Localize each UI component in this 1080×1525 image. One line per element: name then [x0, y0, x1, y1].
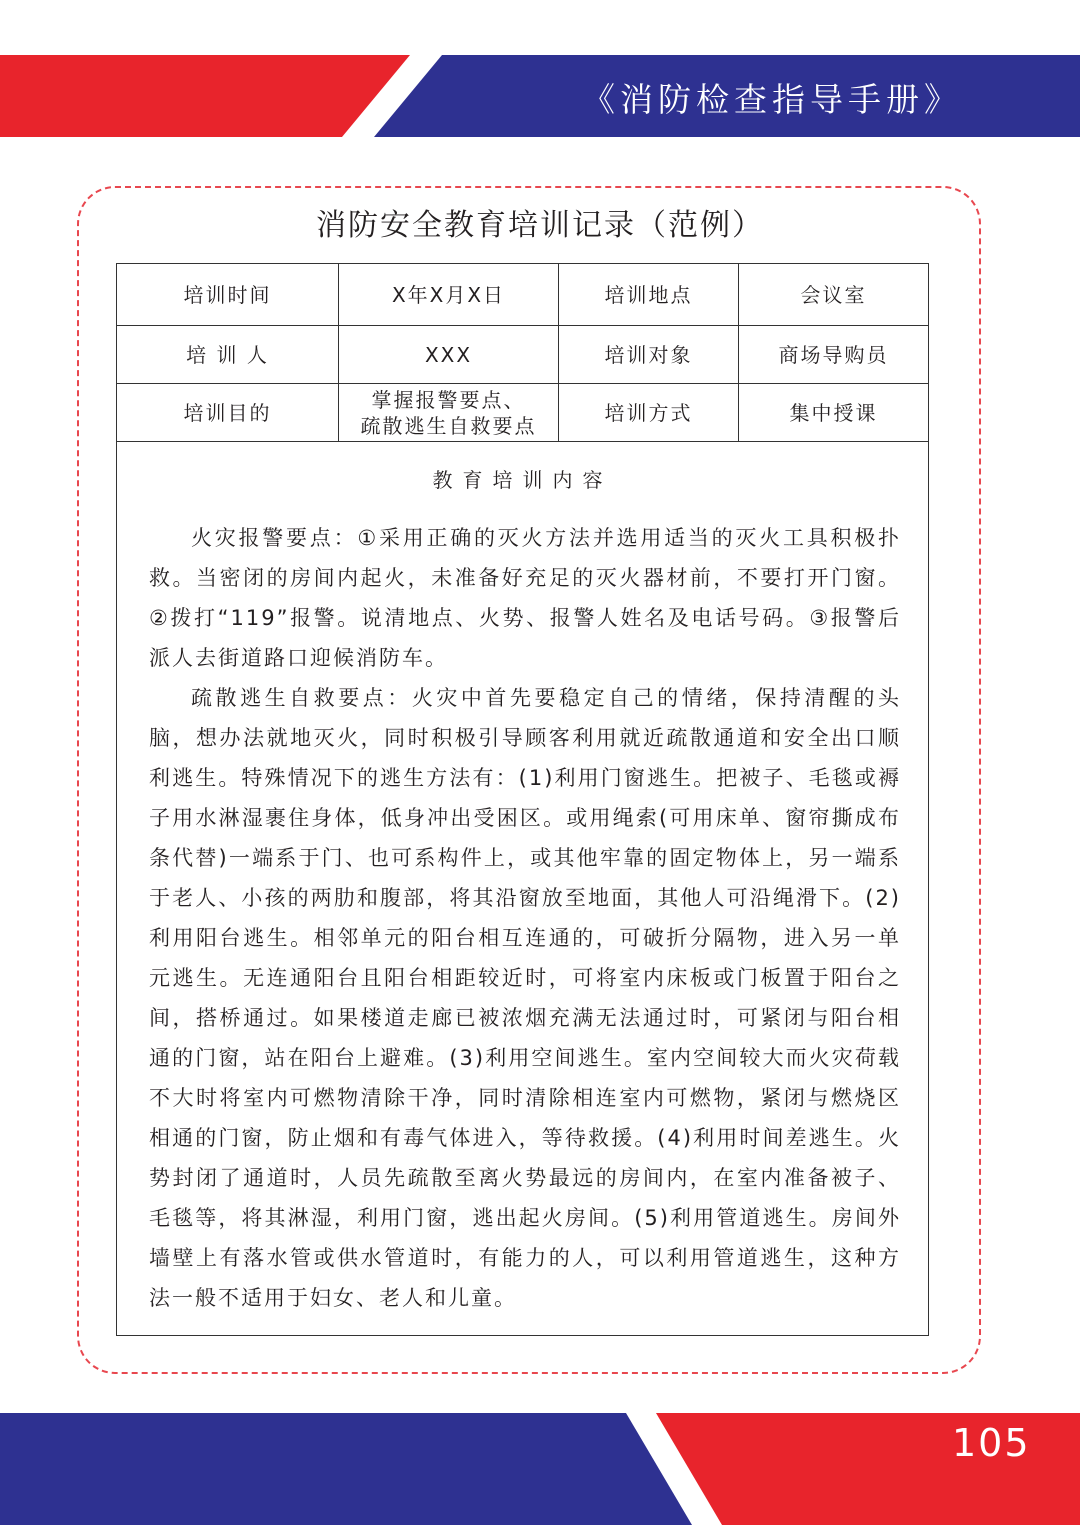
purpose-line-2: 疏散逃生自救要点 — [360, 413, 537, 438]
label-training-method: 培训方式 — [559, 384, 739, 441]
value-training-location: 会议室 — [800, 282, 867, 307]
training-record-table — [116, 263, 929, 1336]
label-trainees: 培训对象 — [559, 326, 739, 383]
label-training-time: 培训时间 — [117, 264, 339, 325]
value-training-method: 集中授课 — [789, 400, 878, 425]
document-title: 消防安全教育培训记录（范例） — [316, 208, 764, 243]
content-heading: 教育培训内容 — [432, 468, 613, 492]
label-training-purpose: 培训目的 — [117, 384, 339, 441]
table-row — [117, 264, 928, 326]
value-training-purpose — [339, 384, 559, 441]
value-training-time: X年X月X日 — [339, 264, 559, 325]
footer-blue-stripe — [0, 1413, 692, 1525]
footer-band-graphic — [0, 1413, 1080, 1525]
purpose-line-1: 掌握报警要点、 — [371, 387, 526, 412]
paragraph-evacuation: 疏散逃生自救要点：火灾中首先要稳定自己的情绪，保持清醒的头脑，想办法就地灭火，同时积极引导顾客利用就近疏散通道和安全出口顺利逃生。特殊情况下的逃生方法有：(1)利用门窗逃生。把被子、毛毯或褥子用水淋湿裹住身体，低身冲出受困区。或用绳索(可用床单、窗帘撕成布条代替)一端系于门、也可系构件上，或其他牢靠的固定物体上，另一端系于老人、小孩的两肋和腹部，将其沿窗放至地面，其他人可沿绳滑下。(2)利用阳台逃生。相邻单元的阳台相互连通的，可破折分隔物，进入另一单元逃生。无连通阳台且阳台相距较近时，可将室内床板或门板置于阳台之间，搭桥通过。如果楼道走廊已被浓烟充满无法通过时，可紧闭与阳台相通的门窗，站在阳台上避难。(3)利用空间逃生。室内空间较大而火灾荷载不大时将室内可燃物清除干净，同时清除相连室内可燃物，紧闭与燃烧区相通的门窗，防止烟和有毒气体进入，等待救援。(4)利用时间差逃生。火势封闭了通道时，人员先疏散至离火势最远的房间内，在室内准备被子、毛毯等，将其淋湿，利用门窗，逃出起火房间。(5)利用管道逃生。房间外墙壁上有落水管或供水管道时，有能力的人，可以利用管道逃生，这种方法一般不适用于妇女、老人和儿童。 — [149, 686, 901, 1310]
table-row — [117, 384, 928, 442]
value-trainees: 商场导购员 — [778, 342, 889, 367]
value-trainer: XXX — [339, 326, 559, 383]
page-number: 105 — [952, 1421, 1031, 1465]
header-red-stripe — [0, 55, 410, 137]
table-row — [117, 326, 928, 384]
footer-band — [0, 1413, 1080, 1525]
label-trainer: 培 训 人 — [117, 326, 339, 383]
label-training-location: 培训地点 — [559, 264, 739, 325]
paragraph-fire-alarm: 火灾报警要点：①采用正确的灭火方法并选用适当的灭火工具积极扑救。当密闭的房间内起火，未准备好充足的灭火器材前，不要打开门窗。②拨打“119”报警。说清地点、火势、报警人姓名及电话号码。③报警后派人去街道路口迎候消防车。 — [149, 526, 901, 670]
training-content — [149, 518, 901, 1318]
handbook-title: 《消防检查指导手册》 — [582, 80, 962, 119]
